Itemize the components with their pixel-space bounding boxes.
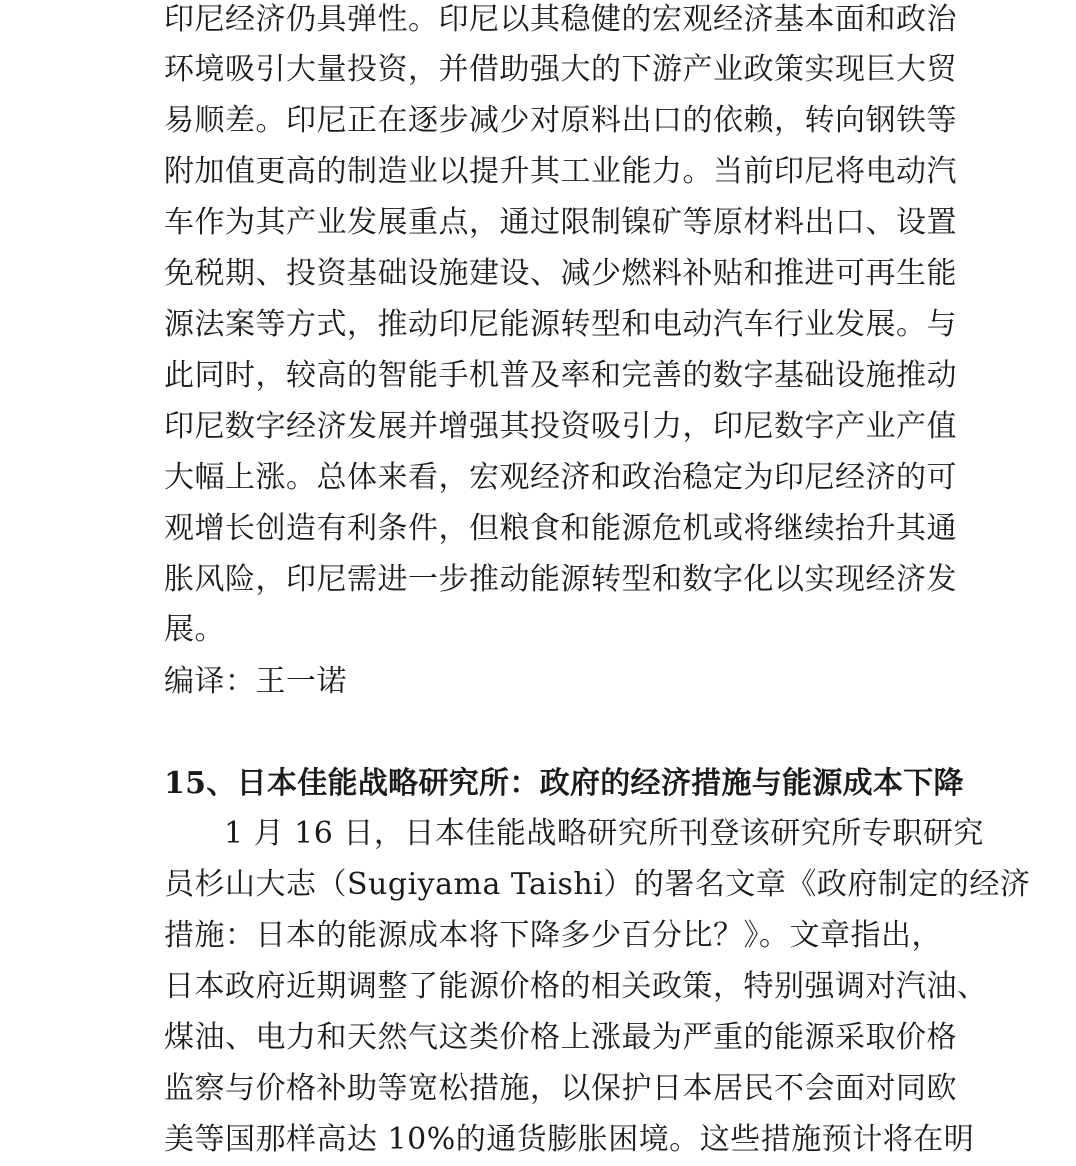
- paragraph-line: 易顺差。印尼正在逐步减少对原料出口的依赖，转向钢铁等: [164, 103, 957, 138]
- paragraph-line: 印尼数字经济发展并增强其投资吸引力，印尼数字产业产值: [164, 409, 957, 444]
- paragraph-line: 胀风险，印尼需进一步推动能源转型和数字化以实现经济发: [164, 562, 957, 597]
- paragraph-line-first: 1 月 16 日，日本佳能战略研究所刊登该研究所专职研究: [224, 816, 984, 851]
- section-heading: 15、日本佳能战略研究所：政府的经济措施与能源成本下降: [164, 766, 964, 801]
- paragraph-line: 煤油、电力和天然气这类价格上涨最为严重的能源采取价格: [164, 1020, 957, 1055]
- paragraph-line: 此同时，较高的智能手机普及率和完善的数字基础设施推动: [164, 358, 957, 393]
- paragraph-line: 免税期、投资基础设施建设、减少燃料补贴和推进可再生能: [164, 256, 957, 291]
- paragraph-line: 源法案等方式，推动印尼能源转型和电动汽车行业发展。与: [164, 307, 957, 342]
- paragraph-line: 大幅上涨。总体来看，宏观经济和政治稳定为印尼经济的可: [164, 460, 957, 495]
- translator-credit: 编译：王一诺: [164, 664, 347, 699]
- paragraph-line: 车作为其产业发展重点，通过限制镍矿等原材料出口、设置: [164, 205, 957, 240]
- paragraph-line: 日本政府近期调整了能源价格的相关政策，特别强调对汽油、: [164, 969, 988, 1004]
- paragraph-line: 美等国那样高达 10%的通货膨胀困境。这些措施预计将在明: [164, 1122, 975, 1157]
- paragraph-line: 员杉山大志（Sugiyama Taishi）的署名文章《政府制定的经济: [164, 867, 1031, 902]
- paragraph-line: 观增长创造有利条件，但粮食和能源危机或将继续抬升其通: [164, 511, 957, 546]
- paragraph-line-last: 展。: [164, 612, 225, 647]
- paragraph-line: 印尼经济仍具弹性。印尼以其稳健的宏观经济基本面和政治: [164, 2, 957, 37]
- paragraph-line: 监察与价格补助等宽松措施，以保护日本居民不会面对同欧: [164, 1071, 957, 1106]
- paragraph-line: 附加值更高的制造业以提升其工业能力。当前印尼将电动汽: [164, 154, 957, 189]
- paragraph-line: 措施：日本的能源成本将下降多少百分比？》。文章指出，: [164, 918, 942, 953]
- paragraph-line: 环境吸引大量投资，并借助强大的下游产业政策实现巨大贸: [164, 52, 957, 87]
